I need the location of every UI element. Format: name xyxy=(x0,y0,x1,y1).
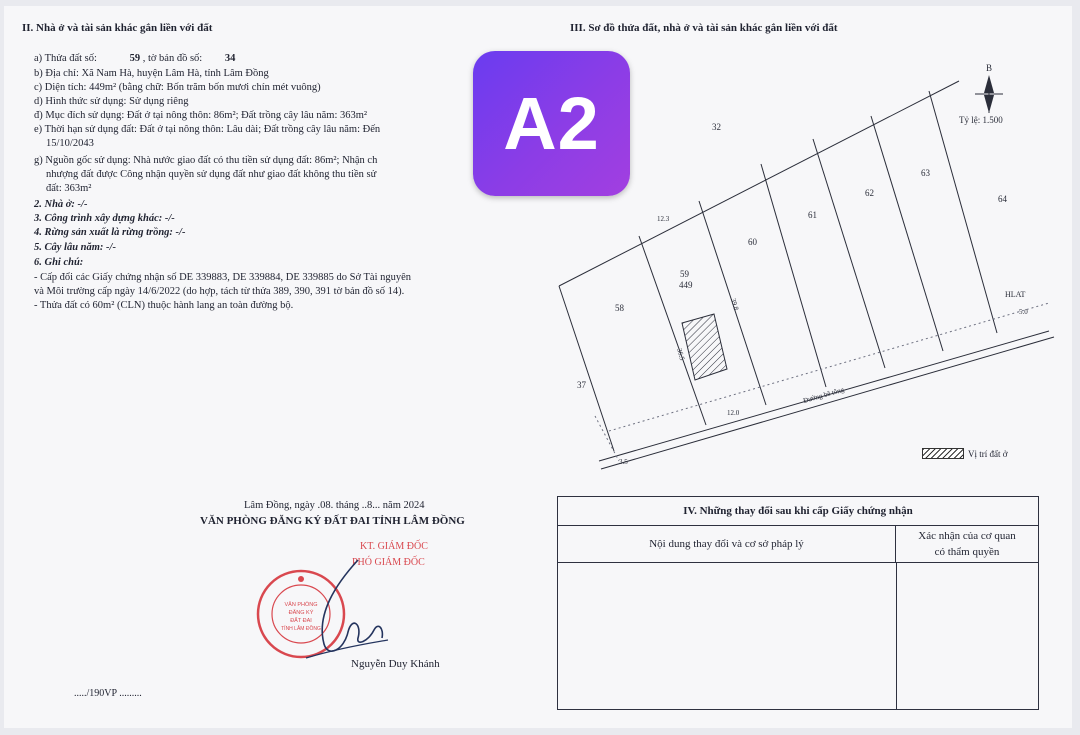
dim-top: 12.3 xyxy=(657,215,670,223)
signature xyxy=(296,554,396,669)
field-d-form: d) Hình thức sử dụng: Sử dụng riêng xyxy=(34,96,189,107)
dim-corner: 3.5 xyxy=(619,458,628,466)
confirm-line-2: có thẩm quyền xyxy=(934,546,1000,558)
svg-text:TỈNH LÂM ĐỒNG: TỈNH LÂM ĐỒNG xyxy=(281,626,321,632)
dim-left: 36.5 xyxy=(675,347,687,362)
note-3: - Thửa đất có 60m² (CLN) thuộc hành lang an toàn đường bộ. xyxy=(34,300,294,311)
hlat-line xyxy=(609,303,1049,431)
item-4: 4. Rừng sản xuất là rừng trồng: -/- xyxy=(34,227,186,238)
changes-title: IV. Những thay đổi sau khi cấp Giấy chứng nhận xyxy=(558,497,1038,526)
parcel-63: 63 xyxy=(921,168,930,178)
corner-line xyxy=(595,416,619,461)
parcel-32: 32 xyxy=(712,122,721,132)
field-b-address: b) Địa chỉ: Xã Nam Hà, huyện Lâm Hà, tỉnh Lâm Đồng xyxy=(34,68,269,79)
badge-label: A2 xyxy=(503,82,600,165)
divider-61-62 xyxy=(813,139,885,368)
boundary-58-left xyxy=(559,286,614,451)
parcel-58: 58 xyxy=(615,303,624,313)
parcel-number: 59 xyxy=(129,53,141,64)
svg-text:ĐĂNG KÝ: ĐĂNG KÝ xyxy=(288,610,314,616)
legend-hatch-icon xyxy=(922,448,964,459)
certificate-page xyxy=(4,6,1072,728)
legend-label: Vị trí đất ở xyxy=(968,448,1008,459)
field-a xyxy=(34,52,235,65)
item-5: 5. Cây lâu năm: -/- xyxy=(34,242,116,253)
road-label: Đường bê tông xyxy=(802,385,846,405)
parcel-61: 61 xyxy=(808,210,817,220)
north-label: B xyxy=(986,63,993,73)
changes-divider xyxy=(896,563,897,709)
parcel-60: 60 xyxy=(748,237,757,247)
parcel-59: 59 xyxy=(680,269,689,279)
confirm-line-1: Xác nhận của cơ quan xyxy=(918,530,1016,542)
map-number: 34 xyxy=(224,53,236,64)
divider-62-63 xyxy=(871,116,943,351)
signer-name: Nguyễn Duy Khánh xyxy=(351,658,440,670)
item-3: 3. Công trình xây dựng khác: -/- xyxy=(34,213,175,224)
field-g-origin-1: g) Nguồn gốc sử dụng: Nhà nước giao đất có thu tiền sử dụng đất: 86m²; Nhận ch xyxy=(34,155,378,166)
note-1: - Cấp đổi các Giấy chứng nhận số DE 339883, DE 339884, DE 339885 do Sở Tài nguyên xyxy=(34,272,412,283)
kt-label: KT. GIÁM ĐỐC xyxy=(360,541,428,552)
section-iii-title: III. Sơ đồ thửa đất, nhà ở và tài sản khác gắn liền với đất xyxy=(570,22,838,34)
house-location xyxy=(682,314,727,380)
note-2: và Môi trường cấp ngày 14/6/2022 (do hợp, tách từ thửa 389, 390, 391 tờ bản đồ số 14). xyxy=(34,286,405,297)
field-e-term-1: e) Thời hạn sử dụng đất: Đất ở tại nông thôn: Lâu dài; Đất trồng cây lâu năm: Đến xyxy=(34,124,381,135)
map-label: , tờ bản đồ số: xyxy=(142,53,203,64)
divider-60-61 xyxy=(761,164,826,387)
deputy-label: PHÓ GIÁM ĐỐC xyxy=(352,557,425,568)
parcel-62: 62 xyxy=(865,188,874,198)
field-g-origin-3: đất: 363m² xyxy=(46,183,92,194)
changes-table xyxy=(557,496,1039,710)
north-arrow-icon xyxy=(975,75,1003,113)
svg-text:VĂN PHÒNG: VĂN PHÒNG xyxy=(284,602,318,608)
parcel-37: 37 xyxy=(577,380,586,390)
parcel-64: 64 xyxy=(998,194,1007,204)
dim-bottom: 12.0 xyxy=(727,409,740,417)
legend xyxy=(922,448,1008,459)
scale-label: Tỷ lệ: 1.500 xyxy=(959,115,1003,125)
field-dd-purpose: đ) Mục đích sử dụng: Đất ở tại nông thôn: 86m²; Đất trồng cây lâu năm: 363m² xyxy=(34,110,368,121)
land-plot-diagram xyxy=(549,61,1069,486)
changes-col-content: Nội dung thay đổi và cơ sở pháp lý xyxy=(558,525,896,563)
hlat-label: HLAT xyxy=(1005,290,1026,299)
changes-col-confirm xyxy=(896,525,1038,563)
registration-number: ...../190VP ......... xyxy=(74,688,142,699)
hlat-width: 5.0 xyxy=(1019,308,1028,316)
field-e-term-2: 15/10/2043 xyxy=(46,138,94,149)
section-ii-title: II. Nhà ở và tài sản khác gắn liền với đất xyxy=(22,22,213,34)
svg-text:ĐẤT ĐAI: ĐẤT ĐAI xyxy=(290,618,312,624)
parcel-59-area: 449 xyxy=(679,280,693,290)
dim-right: 39.8 xyxy=(729,297,741,312)
boundary-top xyxy=(559,81,959,286)
field-g-origin-2: nhượng đất được Công nhận quyền sử dụng đất như giao đất không thu tiền sử xyxy=(46,169,377,180)
item-2: 2. Nhà ở: -/- xyxy=(34,199,88,210)
parcel-label: a) Thửa đất số: xyxy=(34,53,97,64)
date-line: Lâm Đồng, ngày .08. tháng ..8... năm 2024 xyxy=(244,500,425,511)
divider-63-64 xyxy=(929,91,997,333)
field-c-area: c) Diện tích: 449m² (bằng chữ: Bốn trăm bốn mươi chín mét vuông) xyxy=(34,82,321,93)
item-6: 6. Ghi chú: xyxy=(34,257,84,268)
office-name: VĂN PHÒNG ĐĂNG KÝ ĐẤT ĐAI TỈNH LÂM ĐỒNG xyxy=(200,515,465,527)
